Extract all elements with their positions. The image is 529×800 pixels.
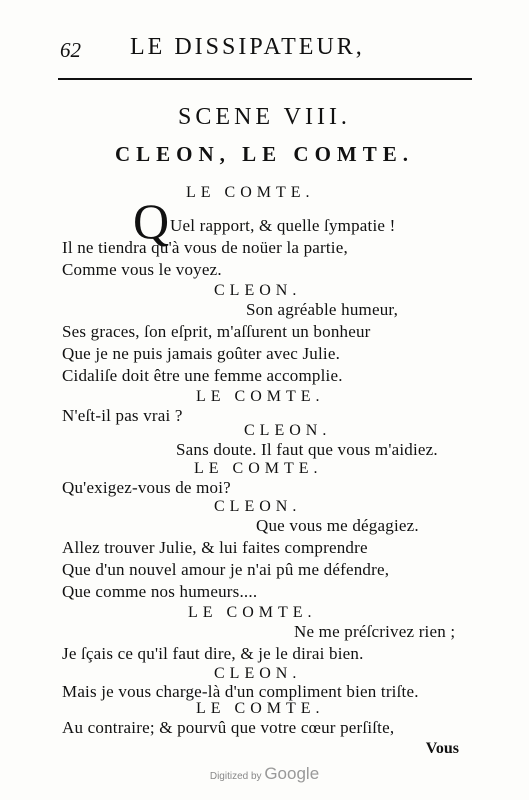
verse-line: Son agréable humeur, [246,300,399,319]
drop-cap: Q [133,193,170,249]
speaker-label: LE COMTE. [188,604,317,621]
digitization-watermark [0,764,529,784]
speaker-label: LE COMTE. [186,184,315,201]
running-title: LE DISSIPATEUR, [130,34,365,60]
speaker-label: LE COMTE. [196,700,325,717]
verse-line: Qu'exigez-vous de moi? [62,478,231,497]
scene-title: SCENE VIII. [178,104,351,130]
speaker-label: LE COMTE. [196,388,325,405]
scene-cast: CLEON, LE COMTE. [114,142,415,166]
verse-line: Comme vous le voyez. [62,260,222,279]
verse-line: Mais je vous charge-là d'un compliment bien triſte. [62,682,419,701]
verse-line: Je ſçais ce qu'il faut dire, & je le dirai bien. [62,644,364,663]
speaker-label: CLEON. [214,498,302,515]
verse-line: Ne me préſcrivez rien ; [294,622,456,641]
speaker-label: CLEON. [214,665,302,682]
verse-line: Que je ne puis jamais goûter avec Julie. [62,344,341,363]
verse-line: Allez trouver Julie, & lui faites comprendre [62,538,368,557]
digitized-by-label: Digitized by [209,771,262,782]
google-logo: Google [264,764,320,783]
verse-line: Il ne tiendra qu'à vous de noüer la partie, [62,238,348,257]
header-rule [58,78,472,80]
speaker-label: CLEON. [214,282,302,299]
verse-line: Que vous me dégagiez. [256,516,419,535]
verse-line: Uel rapport, & quelle ſympatie ! [170,216,396,235]
verse-line: N'eſt-il pas vrai ? [62,406,183,425]
speaker-label: LE COMTE. [194,460,323,477]
verse-line: Sans doute. Il faut que vous m'aidiez. [176,440,438,459]
verse-line: Ses graces, ſon eſprit, m'aſſurent un bonheur [62,322,371,341]
catchword: Vous [425,740,459,757]
verse-line: Que comme nos humeurs.... [62,582,258,601]
verse-line: Que d'un nouvel amour je n'ai pû me défendre, [62,560,390,579]
page-number: 62 [60,38,81,62]
speaker-label: CLEON. [244,422,332,439]
verse-line: Au contraire; & pourvû que votre cœur perſiſte, [62,718,395,737]
verse-line: Cidaliſe doit être une femme accomplie. [62,366,343,385]
